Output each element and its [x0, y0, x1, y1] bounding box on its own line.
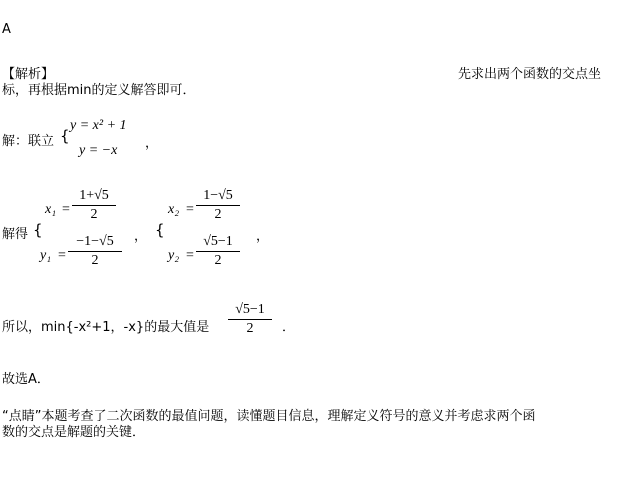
answer-label: A: [2, 22, 11, 37]
system-brace: {: [60, 127, 70, 145]
fraction-bar: [228, 319, 272, 320]
eq-sign: =: [186, 248, 194, 263]
y2-var: y₂: [168, 248, 180, 263]
dianjing-line-2: 数的交点是解题的关键．: [2, 425, 146, 440]
system-equation-1: y = x² + 1: [70, 118, 127, 133]
eq-sign: =: [58, 248, 66, 263]
max-value-fraction: [228, 302, 272, 337]
solved-label: 解得: [2, 227, 29, 242]
x1-var: x₁: [45, 202, 57, 217]
x2-numerator: 1−√5: [203, 188, 233, 203]
fraction-bar: [68, 251, 122, 252]
analysis-text-line2: 标，再根据min的定义解答即可．: [2, 83, 196, 98]
period: ．: [282, 320, 296, 335]
eq-sign: =: [62, 202, 70, 217]
y1-denominator: 2: [91, 253, 99, 268]
x2-fraction: [196, 188, 240, 223]
x1-denominator: 2: [90, 207, 98, 222]
analysis-text-right: 先求出两个函数的交点坐: [458, 67, 602, 82]
x2-var: x₂: [168, 202, 180, 217]
y2-fraction: [196, 234, 240, 269]
solution-brace-1: {: [33, 221, 43, 239]
comma: ，: [256, 229, 270, 244]
eq-sign: =: [186, 202, 194, 217]
fraction-bar: [196, 251, 240, 252]
comma: ，: [145, 136, 159, 151]
max-numerator: √5−1: [235, 302, 265, 317]
conclusion-max-text: 所以，min{-x²+1，-x}的最大值是: [2, 320, 210, 335]
final-answer: 故选A．: [2, 372, 50, 387]
y1-fraction: [68, 234, 122, 269]
x1-fraction: [72, 188, 116, 223]
y2-numerator: √5−1: [203, 234, 233, 249]
system-equation-2: y = −x: [79, 143, 118, 158]
analysis-heading: 【解析】: [2, 67, 55, 82]
fraction-bar: [196, 205, 240, 206]
y1-numerator: −1−√5: [76, 234, 114, 249]
solution-label: 解：联立: [2, 134, 55, 149]
max-denominator: 2: [246, 321, 254, 336]
x2-denominator: 2: [214, 207, 222, 222]
y2-denominator: 2: [214, 253, 222, 268]
x1-numerator: 1+√5: [79, 188, 109, 203]
y1-var: y₁: [40, 248, 52, 263]
solution-brace-2: {: [155, 221, 165, 239]
comma: ，: [134, 229, 148, 244]
fraction-bar: [72, 205, 116, 206]
dianjing-line-1: “点睛”本题考查了二次函数的最值问题，读懂题目信息，理解定义符号的意义并考虑求两个函: [2, 409, 536, 424]
